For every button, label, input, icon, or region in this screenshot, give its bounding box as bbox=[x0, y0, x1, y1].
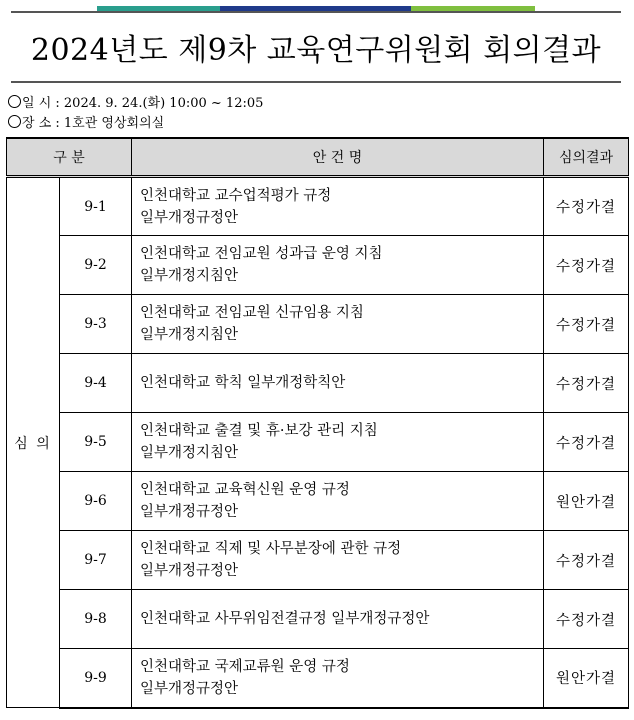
header-category: 구 분 bbox=[7, 138, 132, 177]
result-cell: 수정가결 bbox=[544, 354, 629, 413]
agenda-title-line1: 인천대학교 직제 및 사무분장에 관한 규정 bbox=[140, 541, 402, 557]
title-box bbox=[11, 11, 621, 83]
agenda-title-line2: 일부개정규정안 bbox=[140, 563, 239, 579]
table-row bbox=[7, 531, 629, 590]
agenda-title-line1: 인천대학교 교수업적평가 규정 bbox=[140, 187, 332, 204]
table-row bbox=[7, 649, 629, 708]
agenda-title-line2: 일부개정지침안 bbox=[140, 327, 239, 343]
circle-bullet-icon bbox=[8, 95, 21, 108]
agenda-number: 9-9 bbox=[60, 649, 132, 708]
agenda-number: 9-1 bbox=[60, 177, 132, 236]
agenda-title-line2: 일부개정규정안 bbox=[140, 680, 239, 697]
date-label: 일 시 : bbox=[22, 96, 64, 111]
result-cell: 수정가결 bbox=[544, 590, 629, 649]
agenda-title-line2: 일부개정규정안 bbox=[140, 209, 239, 226]
table-row bbox=[7, 354, 629, 413]
category-cell: 심 의 bbox=[7, 177, 60, 708]
header-result: 심의결과 bbox=[544, 138, 629, 177]
result-cell: 수정가결 bbox=[544, 236, 629, 295]
agenda-title bbox=[132, 354, 544, 413]
agenda-number: 9-7 bbox=[60, 531, 132, 590]
agenda-title bbox=[132, 295, 544, 354]
result-cell: 원안가결 bbox=[544, 649, 629, 708]
agenda-title-line2: 일부개정지침안 bbox=[140, 268, 239, 284]
agenda-number: 9-3 bbox=[60, 295, 132, 354]
agenda-title-line2: 일부개정규정안 bbox=[140, 504, 239, 520]
table-row bbox=[7, 236, 629, 295]
agenda-title-line1: 인천대학교 출결 및 휴·보강 관리 지침 bbox=[140, 423, 378, 439]
date-value: 2024. 9. 24.(화) 10:00 ~ 12:05 bbox=[63, 96, 264, 111]
agenda-title-line1: 인천대학교 사무위임전결규정 일부개정규정안 bbox=[140, 611, 430, 627]
result-cell: 수정가결 bbox=[544, 413, 629, 472]
agenda-title-line1: 인천대학교 국제교류원 운영 규정 bbox=[140, 658, 350, 675]
agenda-title-line2: 일부개정지침안 bbox=[140, 445, 239, 461]
agenda-title-line1: 인천대학교 학칙 일부개정학칙안 bbox=[140, 375, 346, 391]
agenda-title-line1: 인천대학교 전임교원 성과급 운영 지침 bbox=[140, 246, 383, 262]
agenda-title-line1: 인천대학교 전임교원 신규임용 지침 bbox=[140, 305, 364, 321]
agenda-title-line1: 인천대학교 교육혁신원 운영 규정 bbox=[140, 482, 350, 498]
page-title: 2024년도 제9차 교육연구위원회 회의결과 bbox=[30, 33, 602, 68]
header-agenda: 안 건 명 bbox=[132, 138, 544, 177]
agenda-title bbox=[132, 531, 544, 590]
agenda-number: 9-2 bbox=[60, 236, 132, 295]
agenda-title bbox=[132, 236, 544, 295]
result-cell: 수정가결 bbox=[544, 295, 629, 354]
place-line bbox=[8, 115, 164, 132]
table-row bbox=[7, 177, 629, 236]
result-cell: 수정가결 bbox=[544, 177, 629, 236]
place-label: 장 소 : bbox=[22, 116, 64, 131]
table-row bbox=[7, 472, 629, 531]
agenda-number: 9-8 bbox=[60, 590, 132, 649]
results-table bbox=[6, 137, 629, 709]
result-cell: 수정가결 bbox=[544, 531, 629, 590]
agenda-title bbox=[132, 590, 544, 649]
place-value: 1호관 영상회의실 bbox=[63, 116, 165, 131]
table-row bbox=[7, 295, 629, 354]
table-header-row bbox=[7, 138, 629, 177]
table-row bbox=[7, 590, 629, 649]
agenda-title bbox=[132, 177, 544, 236]
agenda-number: 9-6 bbox=[60, 472, 132, 531]
agenda-title bbox=[132, 472, 544, 531]
agenda-number: 9-4 bbox=[60, 354, 132, 413]
table-row bbox=[7, 413, 629, 472]
agenda-number: 9-5 bbox=[60, 413, 132, 472]
agenda-title bbox=[132, 413, 544, 472]
result-cell: 원안가결 bbox=[544, 472, 629, 531]
circle-bullet-icon bbox=[8, 115, 21, 128]
date-line bbox=[8, 95, 263, 112]
agenda-title bbox=[132, 649, 544, 708]
